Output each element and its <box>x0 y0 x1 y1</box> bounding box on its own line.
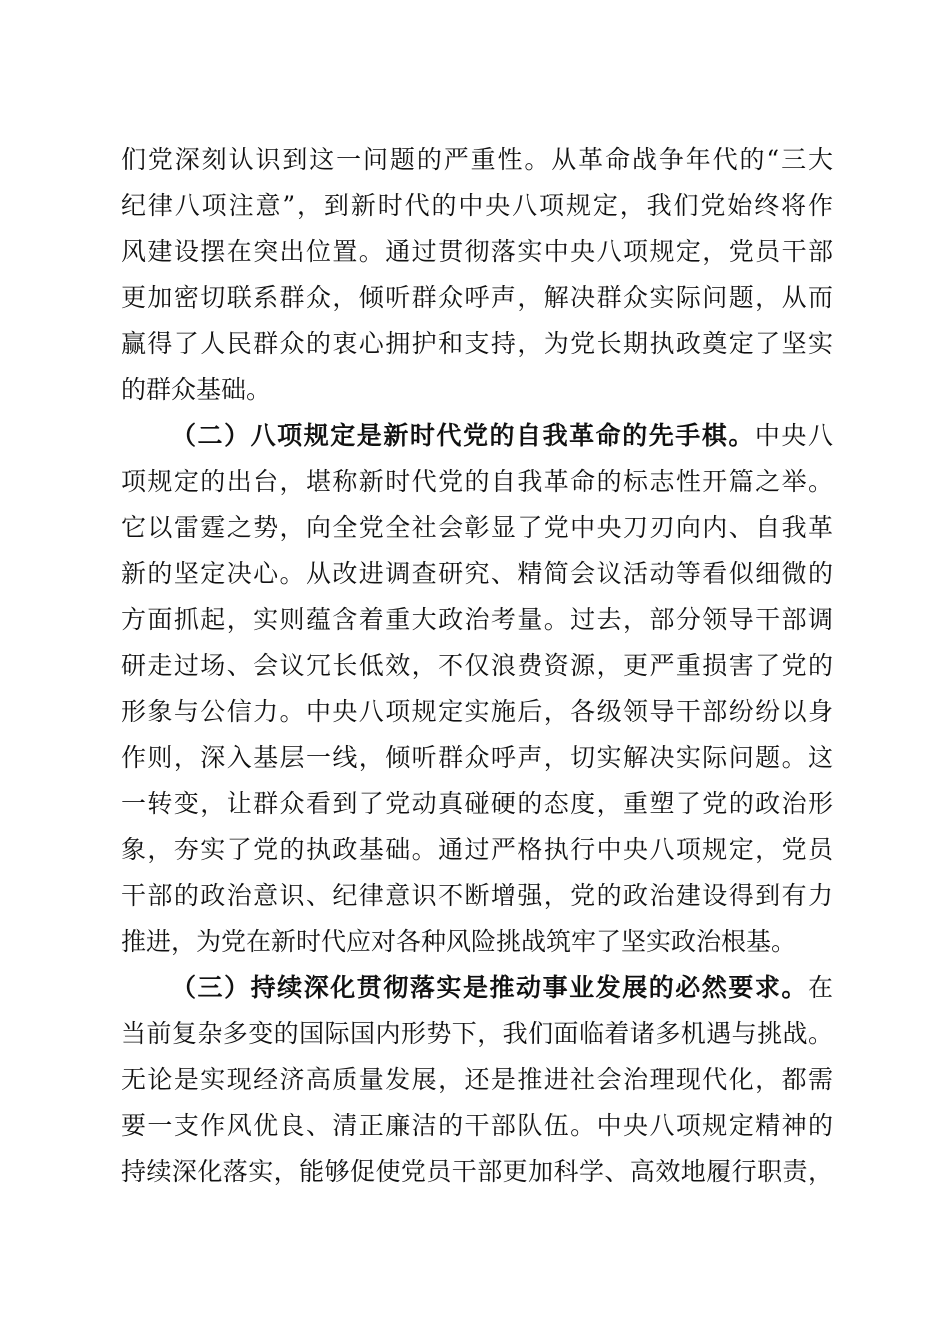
text-line: 作则，深入基层一线，倾听群众呼声，切实解决实际问题。这 <box>121 743 833 772</box>
text-line: 风建设摆在突出位置。通过贯彻落实中央八项规定，党员干部 <box>121 237 833 266</box>
heading-line-rest: 在 <box>807 973 833 1002</box>
text-line: 象，夯实了党的执政基础。通过严格执行中央八项规定，党员 <box>121 835 833 864</box>
text-line: 形象与公信力。中央八项规定实施后，各级领导干部纷纷以身 <box>121 697 833 726</box>
section-heading: （二）八项规定是新时代党的自我革命的先手棋。 <box>171 421 755 450</box>
section-heading-line <box>171 965 833 1011</box>
text-line: 方面抓起，实则蕴含着重大政治考量。过去，部分领导干部调 <box>121 605 833 634</box>
text-line: 的群众基础。 <box>121 375 272 404</box>
heading-line-rest: 中央八 <box>754 421 833 450</box>
text-line: 研走过场、会议冗长低效，不仅浪费资源，更严重损害了党的 <box>121 651 833 680</box>
text-line: 更加密切联系群众，倾听群众呼声，解决群众实际问题，从而 <box>121 283 833 312</box>
text-line: 赢得了人民群众的衷心拥护和支持，为党长期执政奠定了坚实 <box>121 329 833 358</box>
section-heading-line <box>171 413 833 459</box>
text-line: 当前复杂多变的国际国内形势下，我们面临着诸多机遇与挑战。 <box>121 1019 833 1048</box>
text-line: 新的坚定决心。从改进调查研究、精简会议活动等看似细微的 <box>121 559 833 588</box>
text-line: 推进，为党在新时代应对各种风险挑战筑牢了坚实政治根基。 <box>121 927 797 956</box>
text-line: 纪律八项注意”，到新时代的中央八项规定，我们党始终将作 <box>121 191 833 220</box>
section-heading: （三）持续深化贯彻落实是推动事业发展的必然要求。 <box>171 973 808 1002</box>
text-line: 无论是实现经济高质量发展，还是推进社会治理现代化，都需 <box>121 1065 833 1094</box>
text-line: 干部的政治意识、纪律意识不断增强，党的政治建设得到有力 <box>121 881 833 910</box>
text-line: 项规定的出台，堪称新时代党的自我革命的标志性开篇之举。 <box>121 467 833 496</box>
text-line: 要一支作风优良、清正廉洁的干部队伍。中央八项规定精神的 <box>121 1111 833 1140</box>
text-line: 们党深刻认识到这一问题的严重性。从革命战争年代的“三大 <box>121 145 833 174</box>
text-line: 一转变，让群众看到了党动真碰硬的态度，重塑了党的政治形 <box>121 789 833 818</box>
text-line: 它以雷霆之势，向全党全社会彰显了党中央刀刃向内、自我革 <box>121 513 833 542</box>
text-line: 持续深化落实，能够促使党员干部更加科学、高效地履行职责， <box>121 1157 833 1186</box>
